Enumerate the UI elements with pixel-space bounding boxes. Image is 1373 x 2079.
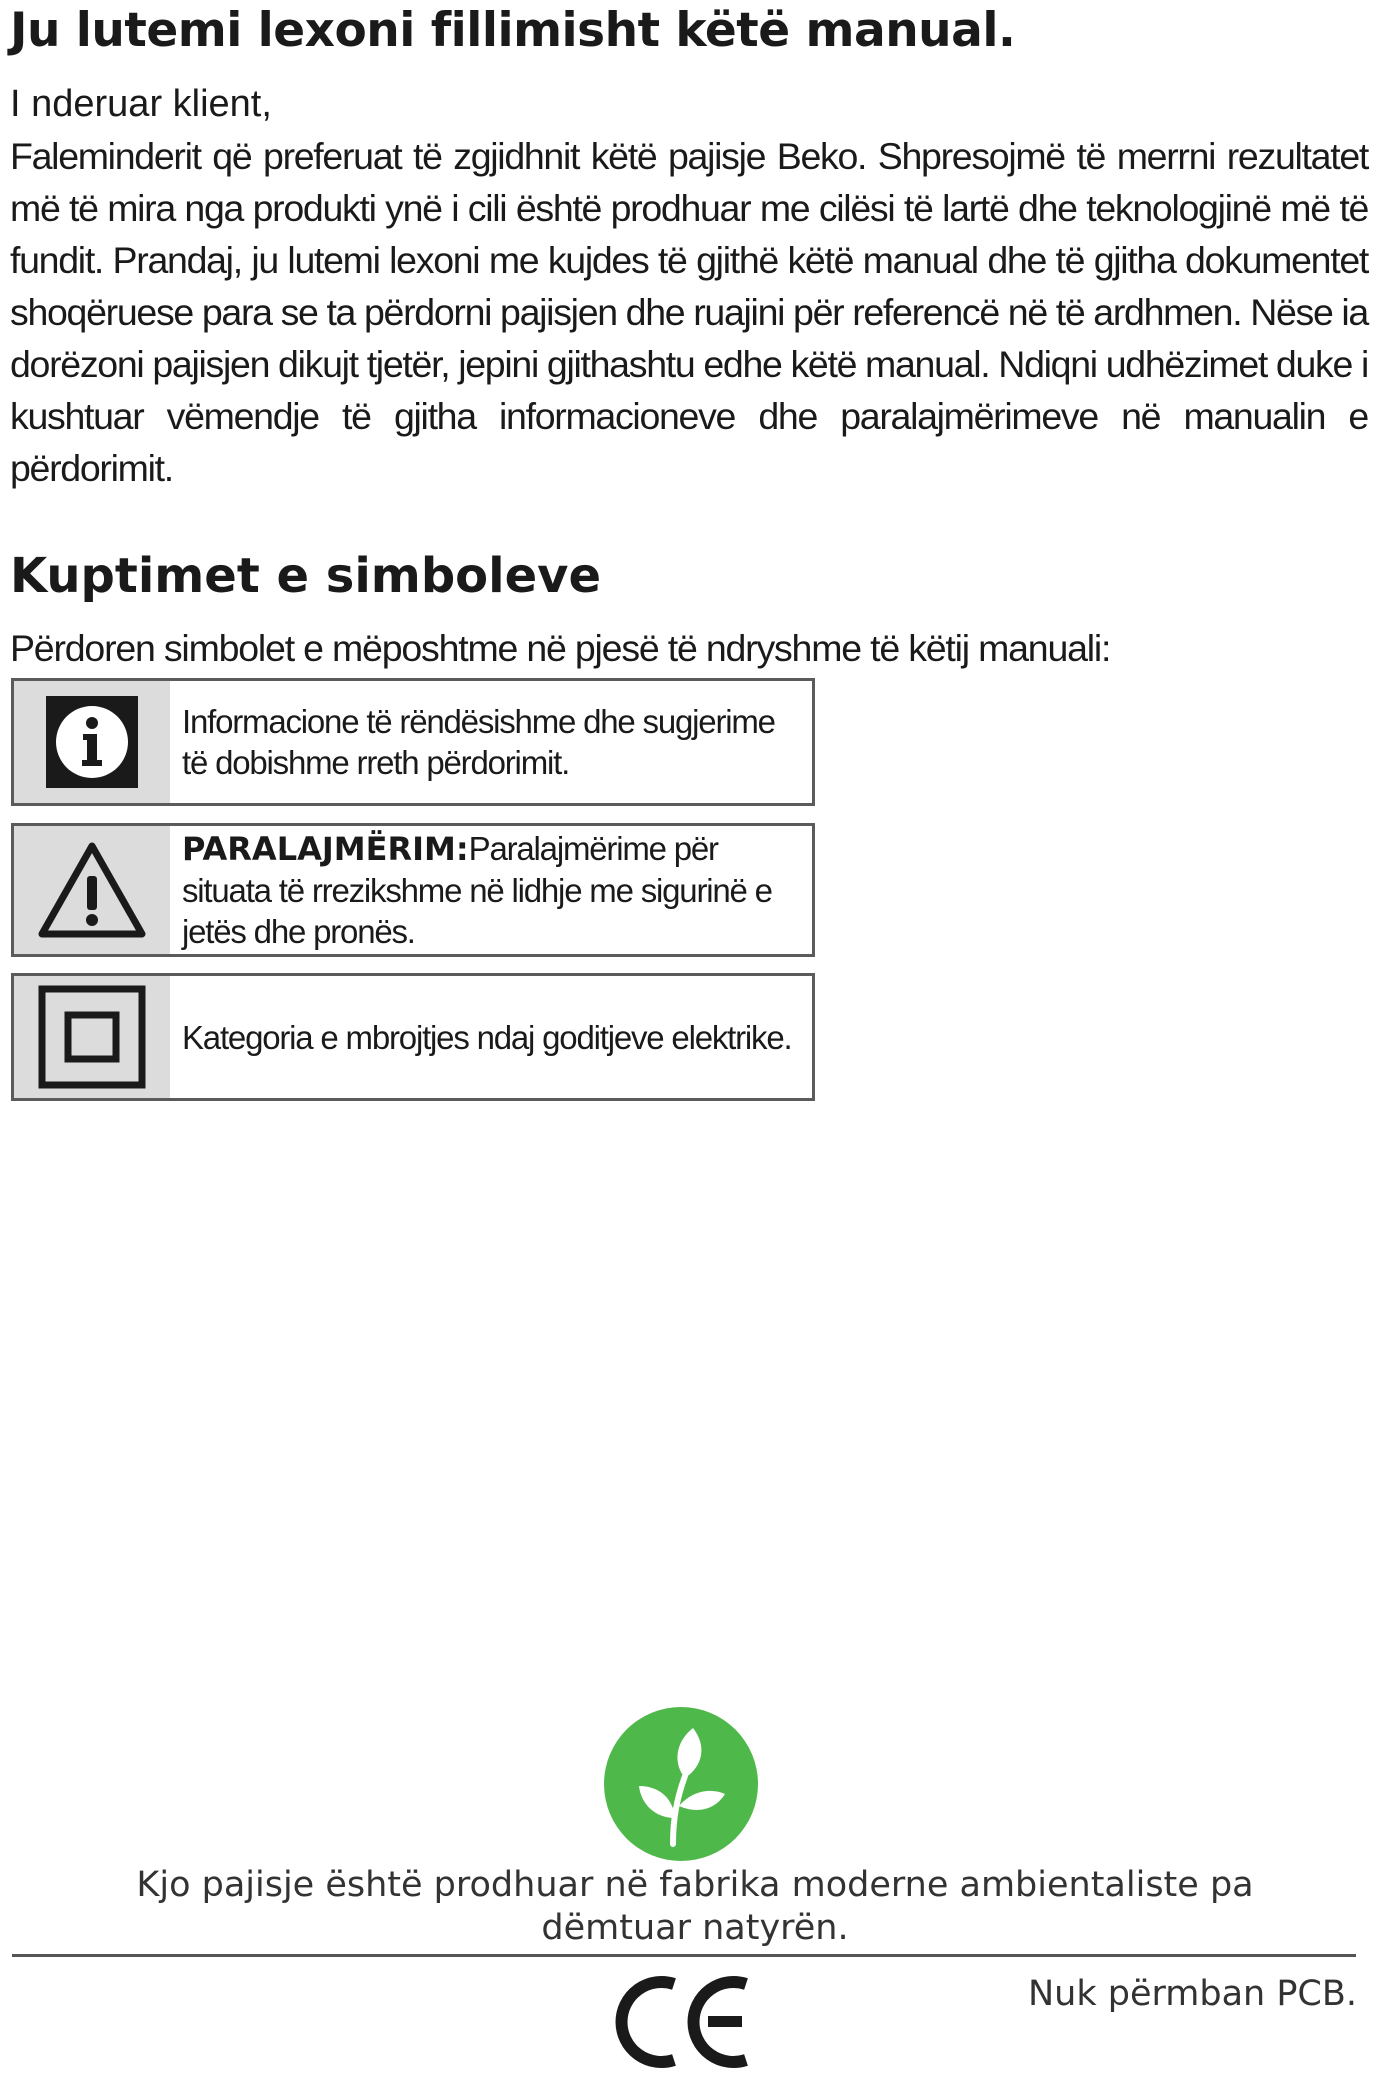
symbol-box-warning	[11, 823, 815, 957]
double-insulation-icon	[38, 985, 146, 1089]
ce-mark-icon	[610, 1968, 760, 2076]
symbols-intro: Përdoren simbolet e mëposhtme në pjesë të ndryshme të këtij manuali:	[10, 627, 1111, 669]
pcb-statement: Nuk përmban PCB.	[1027, 1974, 1357, 2014]
symbol-description: Paralajmërime për situata të rrezikshme në lidhje me sigurinë e jetës dhe pronës.	[182, 830, 772, 950]
symbol-label: PARALAJMËRIM:	[182, 830, 469, 868]
symbol-text	[170, 826, 812, 954]
intro-paragraph: Faleminderit që preferuat të zgjidhnit këtë pajisje Beko. Shpresojmë të merrni rezultatet më të mira nga produkti ynë i cili është prodhuar me cilësi të lartë dhe teknologjinë më të fundit. Prandaj, ju lutemi lexoni me kujdes të gjithë këtë manual dhe të gjitha dokumentet shoqëruese para se ta përdorni pajisjen dhe ruajini për referencë në të ardhmen. Nëse ia dorëzoni pajisjen dikujt tjetër, jepini gjithashtu edhe këtë manual. Ndiqni udhëzimet duke i kushtuar vëmendje të gjitha informacioneve dhe paralajmërimeve në manualin e përdorimit.	[10, 135, 1368, 489]
footer-divider	[12, 1954, 1356, 1957]
eco-leaf-icon	[603, 1706, 759, 1862]
symbol-icon-cell	[14, 681, 170, 803]
symbol-text	[170, 681, 812, 803]
symbol-icon-cell	[14, 976, 170, 1098]
eco-statement: Kjo pajisje është prodhuar në fabrika moderne ambientaliste pa dëmtuar natyrën.	[136, 1865, 1254, 1948]
symbol-icon-cell	[14, 826, 170, 954]
symbol-text	[170, 976, 801, 1098]
symbol-description: Kategoria e mbrojtjes ndaj goditjeve elektrike.	[182, 1018, 792, 1056]
symbol-box-insulation	[11, 973, 815, 1101]
greeting: I nderuar klient,	[10, 83, 272, 125]
symbol-description: Informacione të rëndësishme dhe sugjerime të dobishme rreth përdorimit.	[182, 703, 775, 781]
symbols-heading: Kuptimet e simboleve	[10, 548, 601, 604]
page-title: Ju lutemi lexoni fillimisht këtë manual.	[10, 3, 1016, 58]
symbol-box-info	[11, 678, 815, 806]
warning-icon	[36, 840, 148, 940]
info-icon	[46, 696, 138, 788]
